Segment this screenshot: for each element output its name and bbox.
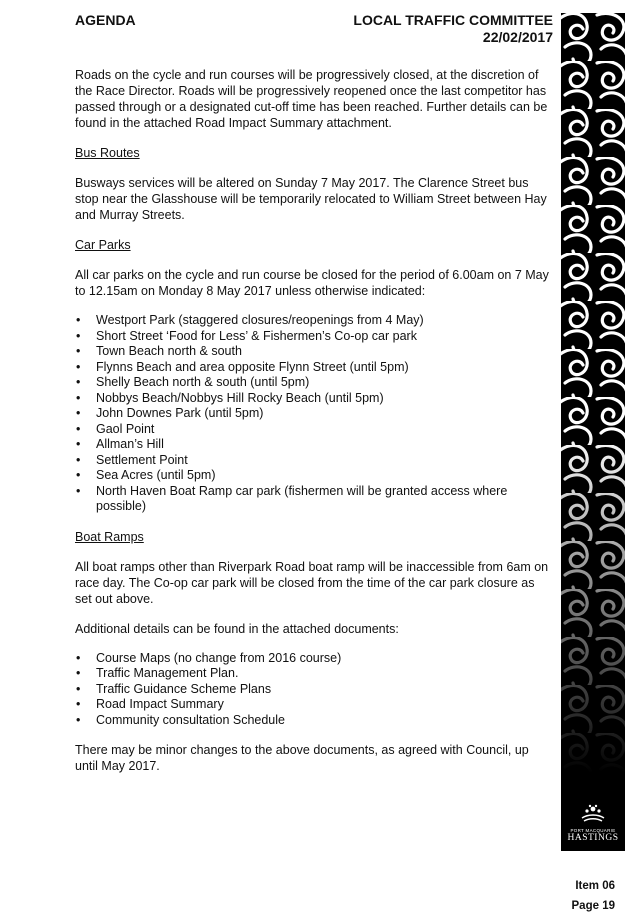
document-body — [75, 67, 551, 788]
list-item: • Settlement Point — [75, 453, 551, 469]
council-logo — [561, 804, 625, 843]
agenda-label: AGENDA — [75, 12, 136, 28]
list-item: • North Haven Boat Ramp car park (fishermen will be granted access where possible) — [75, 484, 551, 515]
list-item: • Gaol Point — [75, 422, 551, 438]
list-item: • John Downes Park (until 5pm) — [75, 406, 551, 422]
list-item: • Allman’s Hill — [75, 437, 551, 453]
intro-paragraph: Roads on the cycle and run courses will be progressively closed, at the discretion of the Race Director. Roads will be progressively reopened once the last competitor has passed through or a designated cut-off time has been reached. Further details can be found in the attached Road Impact Summary attachment. — [75, 68, 548, 130]
page-footer — [572, 876, 615, 916]
list-item: • Short Street ‘Food for Less’ & Fishermen’s Co-op car park — [75, 329, 551, 345]
list-item: • Nobbys Beach/Nobbys Hill Rocky Beach (until 5pm) — [75, 391, 551, 407]
list-item: • Shelly Beach north & south (until 5pm) — [75, 375, 551, 391]
item-number: Item 06 — [575, 880, 615, 892]
car-park-list — [75, 313, 551, 515]
list-item: • Community consultation Schedule — [75, 713, 551, 729]
list-item: • Flynns Beach and area opposite Flynn Street (until 5pm) — [75, 360, 551, 376]
bus-routes-paragraph: Busways services will be altered on Sunday 7 May 2017. The Clarence Street bus stop near the Glasshouse will be temporarily relocated to William Street between Hay and Murray Streets. — [75, 176, 547, 222]
list-item: • Course Maps (no change from 2016 course) — [75, 651, 551, 667]
swirl-pattern-icon — [561, 13, 625, 773]
boat-ramps-heading: Boat Ramps — [75, 529, 144, 544]
documents-list — [75, 651, 551, 729]
closing-paragraph: There may be minor changes to the above documents, as agreed with Council, up until May 2017. — [75, 743, 529, 773]
list-item: • Road Impact Summary — [75, 697, 551, 713]
list-item: • Traffic Guidance Scheme Plans — [75, 682, 551, 698]
decorative-pattern-band — [561, 13, 625, 851]
logo-subtitle: PORT MACQUARIE — [570, 828, 616, 833]
car-parks-heading: Car Parks — [75, 238, 131, 252]
logo-emblem-icon — [580, 804, 606, 822]
list-item: • Traffic Management Plan. — [75, 666, 551, 682]
committee-title: LOCAL TRAFFIC COMMITTEE — [353, 12, 553, 28]
logo-title: HASTINGS — [567, 833, 619, 843]
meeting-date: 22/02/2017 — [482, 29, 553, 45]
list-item: • Westport Park (staggered closures/reopenings from 4 May) — [75, 313, 551, 329]
additional-details-paragraph: Additional details can be found in the attached documents: — [75, 621, 399, 636]
list-item: • Sea Acres (until 5pm) — [75, 468, 551, 484]
bus-routes-heading: Bus Routes — [75, 146, 140, 160]
car-parks-paragraph: All car parks on the cycle and run course be closed for the period of 6.00am on 7 May to 12.15am on Monday 8 May 2017 unless otherwise indicated: — [75, 268, 549, 298]
committee-header — [353, 12, 553, 46]
list-item: • Town Beach north & south — [75, 344, 551, 360]
page-number: Page 19 — [571, 900, 615, 912]
boat-ramps-paragraph: All boat ramps other than Riverpark Road boat ramp will be inaccessible from 6am on race day. The Co-op car park will be closed from the time of the car park closure as set out above. — [75, 559, 549, 606]
